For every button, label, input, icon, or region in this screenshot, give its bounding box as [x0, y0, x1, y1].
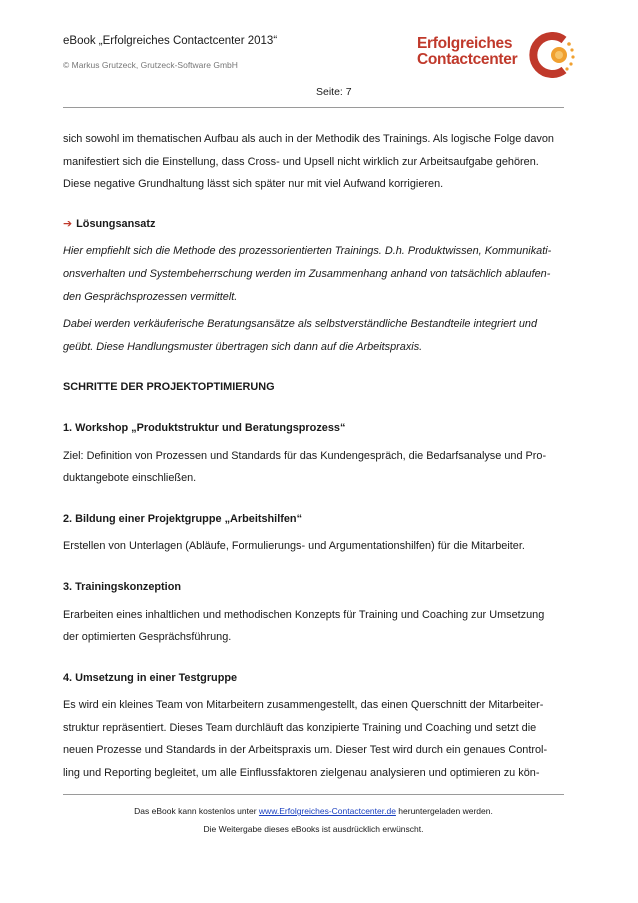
footer-line-1: [63, 806, 564, 816]
heading-text: Lösungsansatz: [76, 217, 156, 230]
logo-line-2: Contactcenter: [417, 51, 518, 68]
section-heading-loesungsansatz: [63, 213, 564, 236]
text-line: Dabei werden verkäuferische Beratungsansätze als selbstverständliche Bestandteile integriert und: [63, 318, 538, 331]
footer-divider: [63, 794, 564, 795]
text-line: Es wird ein kleines Team von Mitarbeitern zusammengestellt, das einen Querschnitt der Mitarbeiter-: [63, 699, 544, 712]
footer-line-2: Die Weitergabe dieses eBooks ist ausdrücklich erwünscht.: [203, 824, 424, 834]
step-1-heading: 1. Workshop „Produktstruktur und Beratungsprozess“: [63, 421, 346, 434]
footer-text: heruntergeladen werden.: [395, 806, 493, 816]
text-line: Erarbeiten eines inhaltlichen und methodischen Konzepts für Training und Coaching zur Umsetzung: [63, 608, 545, 621]
text-line: onsverhalten und Systembeherrschung werden im Zusammenhang anhand von tatsächlich ablaufen-: [63, 267, 551, 280]
text-line: duktangebote einschließen.: [63, 472, 197, 485]
text-line: Hier empfiehlt sich die Methode des prozessorientierten Trainings. D.h. Produktwissen, Kommunikati-: [63, 245, 552, 258]
text-line: struktur repräsentiert. Dieses Team durchläuft das konzipierte Training und Coaching und setzt die: [63, 721, 537, 734]
header-divider: [63, 107, 564, 108]
text-line: der optimierten Gesprächsführung.: [63, 631, 232, 644]
intro-paragraph: [63, 128, 564, 196]
text-line: geübt. Diese Handlungsmuster übertragen sich dann auf die Arbeitspraxis.: [63, 340, 423, 353]
step-1-text: [63, 445, 564, 490]
step-3-heading: 3. Trainingskonzeption: [63, 580, 181, 593]
arrow-right-icon: ➔: [63, 217, 73, 230]
copyright-notice: © Markus Grutzeck, Grutzeck-Software GmbH: [63, 60, 238, 70]
text-line: den Gesprächsprozessen vermittelt.: [63, 290, 238, 303]
brand-logo: [417, 32, 577, 88]
text-line: Ziel: Definition von Prozessen und Standards für das Kundengespräch, die Bedarfsanalyse und Pro-: [63, 449, 547, 462]
logo-line-1: Erfolgreiches: [417, 35, 513, 52]
ebook-download-link[interactable]: www.Erfolgreiches-Contactcenter.de: [258, 806, 396, 816]
text-line: Diese negative Grundhaltung lässt sich später nur mit viel Aufwand korrigieren.: [63, 178, 444, 191]
text-line: sich sowohl im thematischen Aufbau als auch in der Methodik des Trainings. Als logische Folge davon: [63, 133, 554, 145]
step-3-text: [63, 604, 564, 649]
page-content: [63, 128, 564, 785]
contactcenter-logo-icon: [529, 32, 575, 78]
page-number: Seite: 7: [316, 86, 352, 98]
step-4-heading: 4. Umsetzung in einer Testgruppe: [63, 671, 238, 684]
step-4-text: [63, 694, 564, 784]
step-2-heading: 2. Bildung einer Projektgruppe „Arbeitshilfen“: [63, 512, 303, 525]
text-line: Erstellen von Unterlagen (Abläufe, Formulierungs- und Argumentationshilfen) für die Mitarbeiter.: [63, 540, 525, 553]
text-line: ling und Reporting begleitet, um alle Einflussfaktoren zielgenau analysieren und optimieren zu kön-: [63, 767, 540, 780]
page-footer: [63, 806, 564, 834]
logo-wordmark: [417, 36, 517, 68]
loesung-paragraph-2: [63, 313, 564, 358]
text-line: manifestiert sich die Einstellung, dass Cross- und Upsell nicht wirklich zur Arbeitsaufgabe gehören.: [63, 155, 539, 168]
loesung-paragraph-1: [63, 240, 564, 308]
document-title: eBook „Erfolgreiches Contactcenter 2013“: [63, 35, 278, 47]
step-2-text: [63, 535, 564, 558]
section-heading-schritte: SCHRITTE DER PROJEKTOPTIMIERUNG: [63, 381, 275, 394]
text-line: neuen Prozesse und Standards in der Arbeitspraxis um. Dieser Test wird durch ein genaues Control-: [63, 744, 548, 757]
footer-text: Das eBook kann kostenlos unter: [134, 806, 259, 816]
